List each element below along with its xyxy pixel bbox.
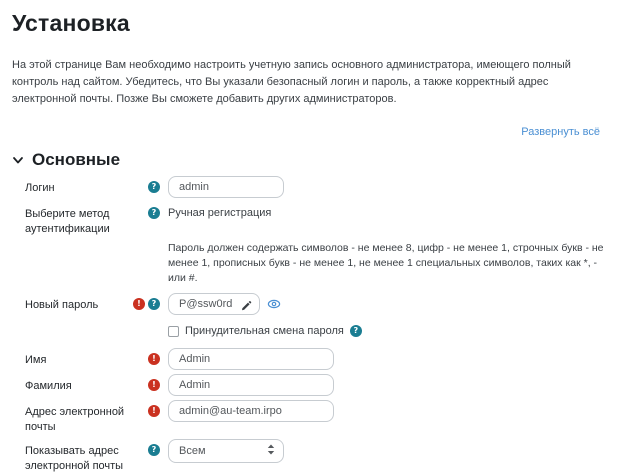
expand-all-row (10, 122, 600, 140)
section-header-general[interactable] (12, 150, 614, 170)
email-visibility-select[interactable] (168, 439, 284, 463)
auth-method-value: Ручная регистрация (168, 207, 272, 219)
password-policy-text: Пароль должен содержать символов - не менее 8, цифр - не менее 1, строчных букв - не менее 1, прописных букв - не менее 1, не менее 1 специальных символов, таких как *, - или #. (168, 242, 604, 284)
lastname-input[interactable] (168, 374, 334, 396)
email-visibility-row (25, 439, 614, 474)
firstname-label: Имя (25, 354, 47, 366)
eye-icon[interactable] (267, 298, 281, 310)
email-row (25, 400, 614, 435)
new-password-label: Новый пароль (25, 299, 99, 311)
lastname-row (25, 374, 614, 396)
email-label: Адрес электронной почты (25, 406, 125, 433)
required-icon: ! (148, 379, 160, 391)
help-icon[interactable]: ? (148, 298, 160, 310)
username-input[interactable] (168, 176, 284, 198)
lastname-label: Фамилия (25, 380, 72, 392)
firstname-input[interactable] (168, 348, 334, 370)
expand-all-link[interactable]: Развернуть всё (521, 126, 600, 138)
help-icon[interactable]: ? (148, 444, 160, 456)
email-visibility-value: Всем (179, 445, 206, 457)
auth-method-row (25, 202, 614, 237)
intro-text: На этой странице Вам необходимо настроить учетную запись основного администратора, имеющего полный контроль над сайтом. Убедитесь, что Вы указали безопасный логин и пароль, а также корректный адрес электронной почты. Позже Вы сможете добавить других администраторов. (12, 59, 571, 105)
force-change-row (25, 325, 614, 337)
required-icon: ! (148, 353, 160, 365)
email-visibility-label: Показывать адрес электронной почты (25, 445, 124, 472)
chevron-down-icon (12, 154, 24, 166)
username-row (25, 176, 614, 198)
new-password-row (25, 293, 614, 315)
force-change-checkbox[interactable] (168, 326, 179, 337)
required-icon: ! (133, 298, 145, 310)
force-change-label: Принудительная смена пароля (185, 325, 344, 337)
firstname-row (25, 348, 614, 370)
select-arrows-icon (267, 442, 275, 460)
email-input[interactable] (168, 400, 334, 422)
required-icon: ! (148, 405, 160, 417)
username-label: Логин (25, 182, 55, 194)
auth-method-label: Выберите метод аутентификации (25, 208, 110, 235)
help-icon[interactable]: ? (148, 207, 160, 219)
pencil-icon[interactable] (241, 298, 252, 309)
page-title: Установка (12, 10, 130, 36)
password-policy-row (25, 241, 614, 286)
admin-account-form (25, 176, 614, 474)
section-title: Основные (32, 150, 121, 169)
help-icon[interactable]: ? (148, 181, 160, 193)
help-icon[interactable]: ? (350, 325, 362, 337)
